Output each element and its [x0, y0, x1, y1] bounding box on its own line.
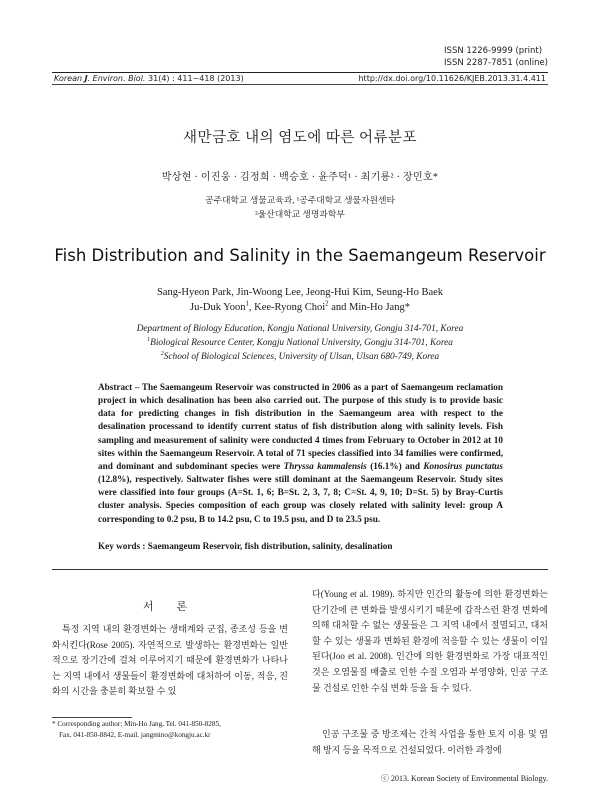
- issn-print: ISSN 1226-9999 (print): [444, 46, 543, 56]
- body-right-paragraph-1: 다(Young et al. 1989). 하지만 인간의 활동에 의한 환경변화는 단기간에 큰 변화를 발생시키기 때문에 갑작스런 환경 변화에 의해 대처할 수 없는 생물들은 그 지역 내에서 절멸되고, 대처할 수 있는 생물과 변화된 환경에 적응할 수 있는 생물이 이입된다(Joo et al. 2008). 인간에 의한 환경변화로 가장 대표적인 것은 오염물질 배출로 인한 수질 오염과 부영양화, 인공 구조물 건설로 인한 수심 변화 등을 들 수 있다.: [312, 589, 548, 693]
- korean-affiliation-2: ²울산대학교 생명과학부: [255, 209, 345, 219]
- issn-online: ISSN 2287-7851 (online): [444, 58, 548, 68]
- footnote: [52, 719, 292, 740]
- korean-affiliations: [0, 193, 600, 221]
- footnote-rule: [52, 717, 132, 718]
- footnote-line-2: Fax. 041-850-8842, E-mail. jangmino@kongju.ac.kr: [59, 730, 211, 739]
- keywords: Key words : Saemangeum Reservoir, fish distribution, salinity, desalination: [98, 541, 393, 551]
- korean-title: 새만금호 내의 염도에 따른 어류분포: [182, 130, 418, 146]
- aff-sup-1: 1: [147, 336, 151, 343]
- abstract: [98, 381, 503, 526]
- copyright: ⓒ 2013. Korean Society of Environmental Biology.: [380, 774, 548, 783]
- journal-logo: J: [84, 74, 88, 83]
- korean-affiliation-1: 공주대학교 생물교육과, ¹공주대학교 생물자원센타: [205, 195, 395, 205]
- abstract-text-2: (16.1%) and: [366, 460, 424, 471]
- body-right-paragraph-2: 인공 구조물 중 방조제는 간척 사업을 통한 토지 이용 및 염해 방지 등을 목적으로 건설되었다. 이러한 과정에: [312, 729, 548, 755]
- english-affiliation-3: [0, 350, 600, 364]
- author-yoon: Ju-Duk Yoon: [190, 302, 246, 313]
- sup-1: 1: [245, 300, 249, 308]
- abstract-text-1: Abstract – The Saemangeum Reservoir was constructed in 2006 as a part of Saemangeum reclamation project in which desalination has been also carried out. The purpose of this study is to provide basic data for predicting changes in fish distribution in the Saemangeum area with respect to the desalination processand to identify current status of fish distribution along with salinity levels. Fish sampling and measurement of salinity were conducted 4 times from February to October in 2012 at 10 sites within the Saemangeum Reservoir. A total of 71 species classified into 34 families were confirmed, and dominant and subdominant species were: [98, 382, 503, 471]
- english-title: Fish Distribution and Salinity in the Saemangeum Reservoir: [54, 246, 546, 265]
- species-thryssa: Thryssa kammalensis: [283, 460, 367, 471]
- species-konosirus: Konosirus punctatus: [423, 460, 503, 471]
- english-authors-line-1: Sang-Hyeon Park, Jin-Woong Lee, Jeong-Hui Kim, Seung-Ho Baek: [156, 287, 444, 298]
- abstract-text-3: (12.8%), respectively. Saltwater fishes were still dominant at the Saemangeum Reservoir. Study sites were classified into four groups (A=St. 1, 6; B=St. 2, 3, 7, 8; C=St. 4, 9, 10; D=St. 5) by Bray-Curtis cluster analysis. Species composition of each group was closely related with salinity level: group A corresponding to 0.2 psu, B to 14.2 psu, C to 19.5 psu, and D to 23.5 psu.: [98, 474, 503, 524]
- section-heading: 서 론: [142, 601, 197, 613]
- header-subrule: [52, 84, 548, 85]
- aff-sup-2: 2: [160, 350, 164, 357]
- journal-prefix: Korean: [54, 74, 85, 83]
- volume-pages: 31(4) : 411~418 (2013): [148, 74, 244, 83]
- english-affiliation-2: [0, 336, 600, 350]
- sup-2: 2: [325, 300, 329, 308]
- english-affiliation-3-text: School of Biological Sciences, University of Ulsan, Ulsan 680-749, Korea: [163, 352, 440, 362]
- english-affiliations: [0, 322, 600, 364]
- header-rule: [52, 72, 548, 73]
- body-left-column: 특정 지역 내의 환경변화는 생태계와 군집, 종조성 등을 변화시킨다(Rose 2005). 자연적으로 발생하는 환경변화는 일반적으로 장기간에 걸쳐 이루어지기 때문에 환경변화가 나타나는 지역 내에서 생물들이 환경변화에 대처하여 이동, 적응, 진화의 시간을 충분히 확보할 수 있: [52, 624, 288, 697]
- english-affiliation-1: Department of Biology Education, Kongju National University, Gongju 314-701, Korea: [136, 324, 464, 334]
- journal-rest: . Environ. Biol.: [87, 74, 146, 83]
- journal-citation: [54, 74, 244, 83]
- korean-authors: 박상현 · 이진웅 · 김정희 · 백승호 · 윤주덕¹ · 최기룡² · 장민호*: [161, 172, 439, 183]
- doi-link[interactable]: http://dx.doi.org/10.11626/KJEB.2013.31.4.411: [358, 74, 546, 83]
- author-jang: and Min-Ho Jang*: [328, 302, 410, 313]
- issn-block: [444, 45, 548, 69]
- english-authors-line-2: [0, 300, 600, 315]
- author-choi: , Kee-Ryong Choi: [248, 302, 326, 313]
- footnote-line-1: * Corresponding author: Min-Ho Jang, Tel. 041-850-8285,: [52, 720, 221, 728]
- english-affiliation-2-text: Biological Resource Center, Kongju National University, Gongju 314-701, Korea: [150, 338, 453, 348]
- english-authors: [0, 285, 600, 315]
- section-rule: [52, 569, 548, 570]
